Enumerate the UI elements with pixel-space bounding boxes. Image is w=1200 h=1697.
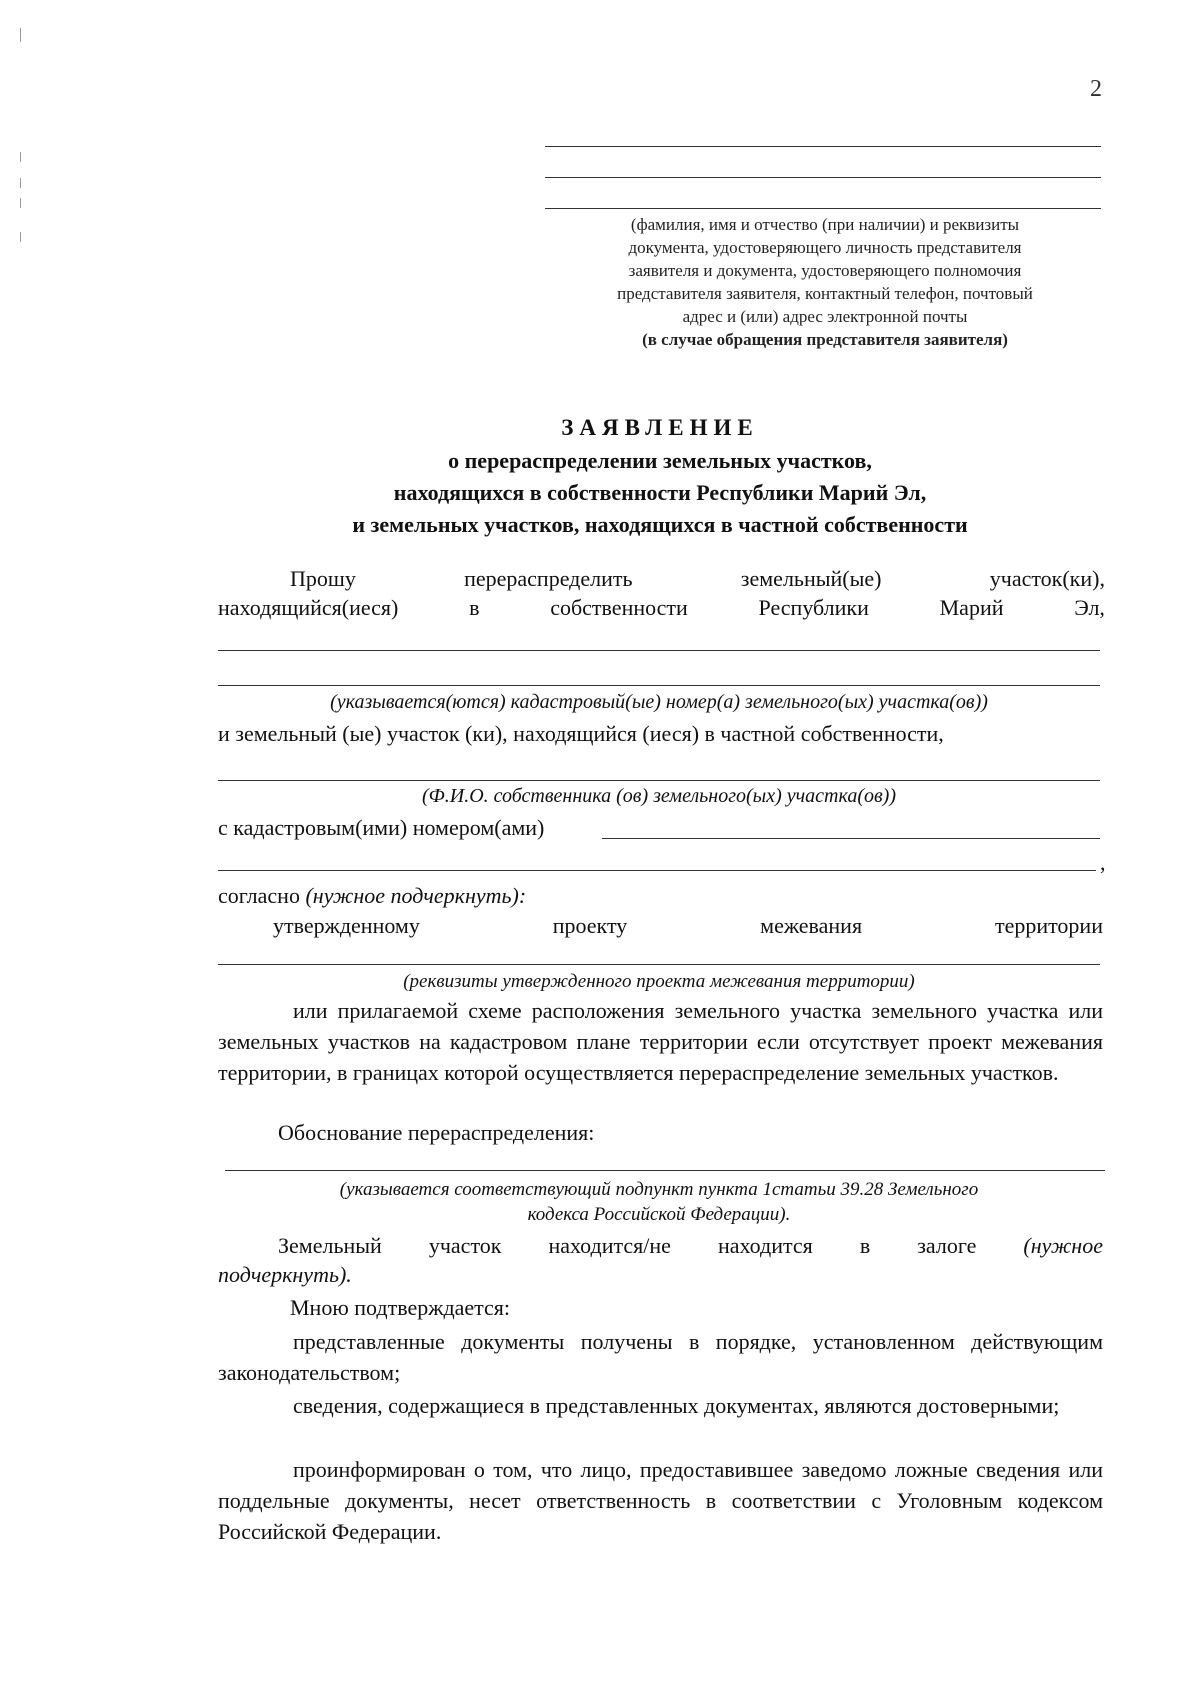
word: в <box>859 1233 871 1258</box>
word: Марий <box>939 595 1004 620</box>
representative-blank-line <box>545 208 1101 209</box>
caption-line: представителя заявителя, контактный телефон, почтовый <box>617 284 1033 303</box>
word: в <box>469 595 480 620</box>
cadastral-numbers-blank-line <box>218 870 1096 871</box>
owner-caption: (Ф.И.О. собственника (ов) земельного(ых) участка(ов)) <box>422 785 896 807</box>
request-line <box>290 566 1105 592</box>
private-land-line: и земельный (ые) участок (ки), находящийся (иеся) в частной собственности, <box>218 721 944 746</box>
justification-label: Обоснование перераспределения: <box>278 1120 595 1145</box>
justification-blank-line <box>225 1170 1105 1171</box>
word: межевания <box>760 913 863 938</box>
comma: , <box>1100 850 1106 875</box>
according-line <box>218 883 526 909</box>
word: находящийся(иеся) <box>218 595 399 620</box>
word: перераспределить <box>464 566 633 591</box>
word: находится <box>717 1233 813 1258</box>
cadastral-numbers-blank-line <box>602 838 1100 839</box>
word: земельный(ые) <box>740 566 882 591</box>
word: залоге <box>917 1233 977 1258</box>
confirmation-header: Мною подтверждается: <box>290 1295 511 1320</box>
word: территории <box>994 913 1103 938</box>
caption-line: документа, удостоверяющего личность представителя <box>628 238 1022 257</box>
caption-line: (указывается соответствующий подпункт пункта 1статьи 39.28 Земельного <box>339 1179 979 1200</box>
document-heading: ЗАЯВЛЕНИЕ <box>561 415 759 440</box>
caption-line: кодекса Российской Федерации). <box>527 1204 791 1225</box>
cadastral-blank-line <box>218 650 1100 651</box>
representative-blank-line <box>545 146 1101 147</box>
word: Земельный <box>278 1233 382 1258</box>
word: Эл, <box>1074 595 1105 620</box>
request-line <box>218 595 1105 621</box>
pledge-note: подчеркнуть). <box>218 1262 352 1287</box>
word: собственности <box>550 595 688 620</box>
title-line: и земельных участков, находящихся в частной собственности <box>352 512 968 537</box>
title-line: находящихся в собственности Республики Марий Эл, <box>393 480 927 505</box>
page-number: 2 <box>1090 76 1102 102</box>
confirmation-item: представленные документы получены в порядке, установленном действующим законодательством; <box>218 1329 1103 1385</box>
cadastral-blank-line <box>218 685 1100 686</box>
title-line: о перераспределении земельных участков, <box>448 448 872 473</box>
scan-margin-mark <box>20 152 21 162</box>
confirmation-item: проинформирован о том, что лицо, предоставившее заведомо ложные сведения или поддельные документы, несет ответственность в соответствии с Уголовным кодексом Российской Федерации. <box>218 1457 1103 1544</box>
scan-margin-mark <box>20 178 21 188</box>
according-note: (нужное подчеркнуть): <box>305 883 527 908</box>
confirmation-item: сведения, содержащиеся в представленных документах, являются достоверными; <box>293 1393 1060 1418</box>
project-blank-line <box>218 964 1100 965</box>
word: проекту <box>552 913 628 938</box>
according-prefix: согласно <box>218 883 300 908</box>
word: Прошу <box>290 566 356 591</box>
cadastral-caption: (указывается(ются) кадастровый(ые) номер(а) земельного(ых) участка(ов)) <box>330 691 988 713</box>
project-caption: (реквизиты утвержденного проекта межевания территории) <box>403 971 915 992</box>
word: находится/не <box>548 1233 671 1258</box>
scan-margin-mark <box>20 232 21 242</box>
owner-blank-line <box>218 780 1100 781</box>
caption-line: адрес и (или) адрес электронной почты <box>682 307 968 326</box>
caption-line-bold: (в случае обращения представителя заявителя) <box>642 330 1008 349</box>
caption-line: (фамилия, имя и отчество (при наличии) и реквизиты <box>630 215 1020 234</box>
caption-line: заявителя и документа, удостоверяющего полномочия <box>628 261 1022 280</box>
representative-caption <box>555 213 1095 351</box>
cadastral-numbers-label: с кадастровым(ими) номером(ами) <box>218 815 545 840</box>
word: участок <box>428 1233 502 1258</box>
justification-caption <box>218 1177 1100 1227</box>
pledge-note: (нужное <box>1023 1233 1103 1258</box>
pledge-line <box>278 1233 1103 1259</box>
scan-margin-mark <box>20 28 21 42</box>
scan-margin-mark <box>20 198 21 208</box>
representative-blank-line <box>545 177 1101 178</box>
word: утвержденному <box>273 913 420 938</box>
scheme-paragraph: или прилагаемой схеме расположения земельного участка земельного участка или земельных участков на кадастровом плане территории если отсутствует проект межевания территории, в границах которой осуществляется перераспределение земельных участков. <box>218 998 1103 1085</box>
word: Республики <box>758 595 869 620</box>
project-line <box>273 913 1103 939</box>
word: участок(ки), <box>989 566 1105 591</box>
